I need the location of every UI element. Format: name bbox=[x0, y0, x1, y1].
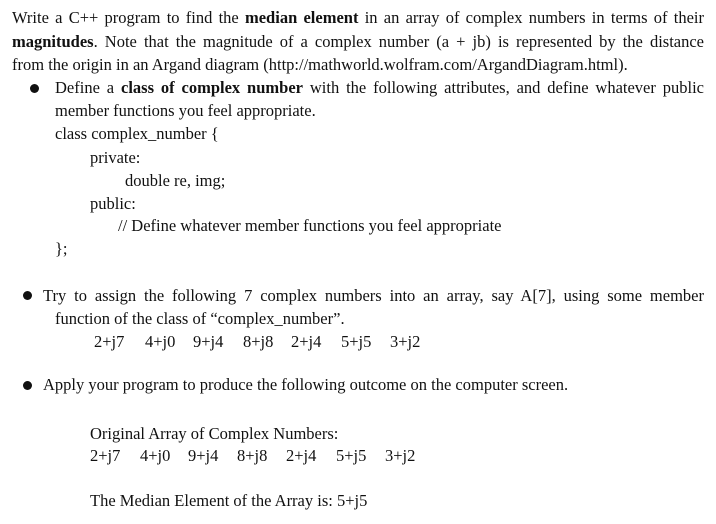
complex-number: 4+j0 bbox=[140, 446, 171, 465]
complex-number: 5+j5 bbox=[341, 332, 372, 351]
complex-number: 9+j4 bbox=[188, 446, 219, 465]
complex-number: 8+j8 bbox=[243, 332, 274, 351]
bullet1-line-1 bbox=[55, 78, 704, 98]
intro-line-3: from the origin in an Argand diagram (http://mathworld.wolfram.com/ArgandDiagram.html). bbox=[12, 55, 628, 74]
intro-emphasis: magnitudes bbox=[12, 32, 94, 51]
intro-line-1 bbox=[12, 8, 704, 28]
bullet-dot bbox=[23, 381, 32, 390]
intro-text: Write a C++ program to find the bbox=[12, 8, 245, 27]
complex-number: 3+j2 bbox=[385, 446, 416, 465]
code-private: private: bbox=[90, 148, 141, 167]
median-result: The Median Element of the Array is: 5+j5 bbox=[90, 491, 368, 510]
bullet1-text: Define a bbox=[55, 78, 121, 97]
intro-text: in an array of complex numbers in terms of their bbox=[358, 8, 704, 27]
complex-number: 2+j4 bbox=[291, 332, 322, 351]
complex-number: 4+j0 bbox=[145, 332, 176, 351]
code-comment: // Define whatever member functions you feel appropriate bbox=[118, 216, 502, 235]
bullet1-line-2: member functions you feel appropriate. bbox=[55, 101, 316, 120]
bullet-dot bbox=[23, 291, 32, 300]
code-members: double re, img; bbox=[125, 171, 226, 190]
intro-text: . Note that the magnitude of a complex number (a + jb) is represented by the distance bbox=[93, 32, 704, 51]
code-public: public: bbox=[90, 194, 136, 213]
intro-emphasis: median element bbox=[244, 8, 359, 27]
complex-number: 2+j7 bbox=[90, 446, 121, 465]
complex-number: 9+j4 bbox=[193, 332, 224, 351]
output-heading: Original Array of Complex Numbers: bbox=[90, 424, 339, 443]
complex-number: 3+j2 bbox=[390, 332, 421, 351]
bullet2-line-2: function of the class of “complex_number”. bbox=[55, 309, 345, 328]
code-close: }; bbox=[55, 239, 68, 258]
bullet2-line-1: Try to assign the following 7 complex numbers into an array, say A[7], using some member bbox=[43, 286, 704, 305]
code-class-decl: class complex_number { bbox=[55, 124, 219, 143]
bullet1-text: with the following attributes, and define whatever public bbox=[302, 78, 705, 97]
complex-number: 8+j8 bbox=[237, 446, 268, 465]
complex-number: 2+j7 bbox=[94, 332, 125, 351]
complex-number: 5+j5 bbox=[336, 446, 367, 465]
intro-line-2 bbox=[12, 32, 704, 52]
bullet1-emphasis: class of complex number bbox=[121, 78, 303, 97]
complex-number: 2+j4 bbox=[286, 446, 317, 465]
bullet3-line-1: Apply your program to produce the following outcome on the computer screen. bbox=[43, 375, 569, 394]
bullet-dot bbox=[30, 84, 39, 93]
